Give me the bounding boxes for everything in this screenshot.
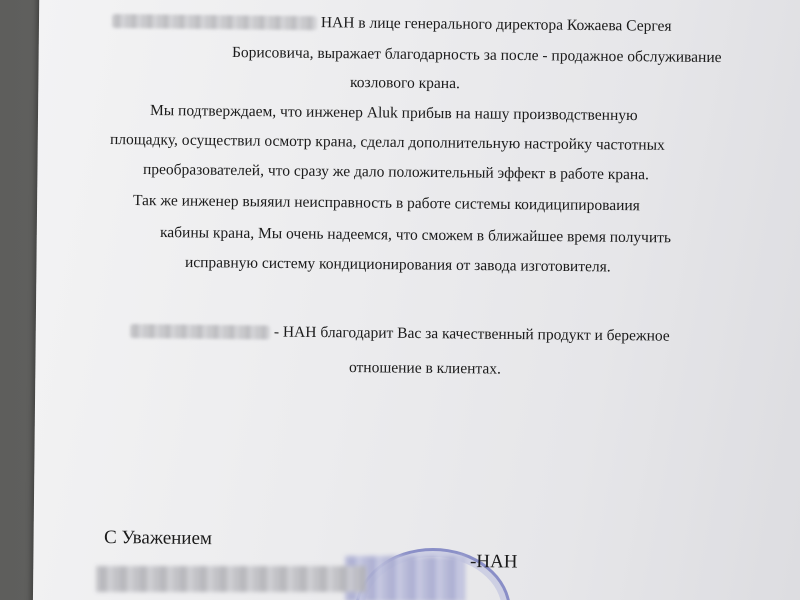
thanks-line-1: - НАН благодарит Вас за качественный продукт и бережное <box>130 322 670 346</box>
redacted-company-name <box>112 14 317 30</box>
signature-org: -НАН <box>469 551 518 573</box>
paragraph1-line-2: площадку, осуществил осмотр крана, сделал дополнительную настройку частотных <box>109 131 665 154</box>
redacted-company-name-2 <box>130 324 270 339</box>
closing-text: С Уважением <box>103 527 213 550</box>
paragraph2-line-3: исправную систему кондиционирования от завода изготовителя. <box>184 254 611 276</box>
redacted-signature-name <box>96 566 366 592</box>
thanks-line-2: отношение в клиентах. <box>348 359 502 378</box>
paragraph1-line-1: Мы подтверждаем, что инженер Aluk прибыв на нашу производственную <box>149 102 638 125</box>
paragraph2-line-1: Так же инженер выяяил неисправность в работе системы коидиципироваиия <box>132 192 640 215</box>
intro-line-1: НАН в лице генерального директора Кожаева Сергея <box>112 12 672 36</box>
intro-line-2: Борисовича, выражает благодарность за после - продажное обслуживание <box>231 44 722 67</box>
paragraph1-line-3: преобразователей, что сразу же дало положительный эффект в работе крана. <box>142 161 650 184</box>
intro-line-3: козлового крана. <box>349 74 460 93</box>
paragraph2-line-2: кабины крана, Мы очень надеемся, что сможем в ближайшее время получить <box>159 224 672 247</box>
